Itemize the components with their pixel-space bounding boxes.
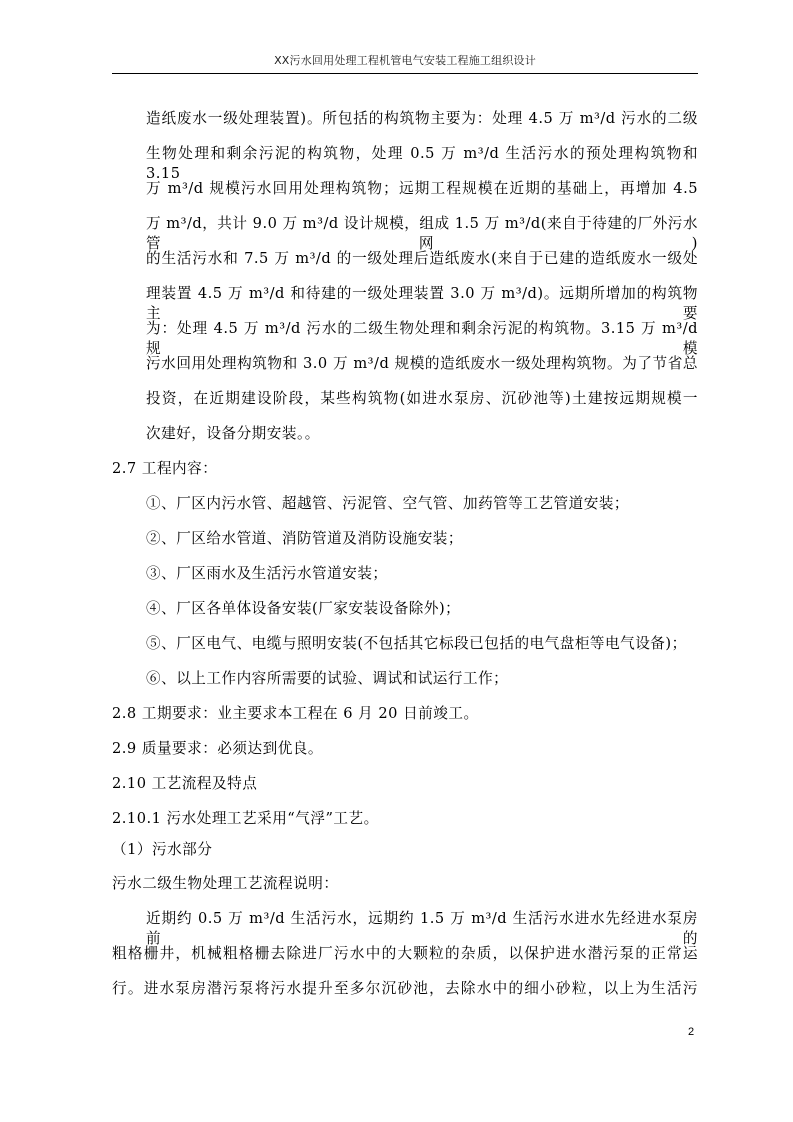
section-2-10-1: 2.10.1 污水处理工艺采用“气浮”工艺。 xyxy=(112,810,379,827)
flow-line: 近期约 0.5 万 m³/d 生活污水，远期约 1.5 万 m³/d 生活污水进水先经进水泵房前的 xyxy=(146,910,698,947)
paragraph-line: 万 m³/d 规模污水回用处理构筑物；远期工程规模在近期的基础上，再增加 4.5 xyxy=(146,180,698,197)
paragraph-line: 次建好，设备分期安装。。 xyxy=(146,425,320,442)
paragraph-line: 造纸废水一级处理装置)。所包括的构筑物主要为：处理 4.5 万 m³/d 污水的二级 xyxy=(146,110,698,127)
work-item-5: ⑤、厂区电气、电缆与照明安装(不包括其它标段已包括的电气盘柜等电气设备)； xyxy=(146,635,687,652)
paragraph-line: 生物处理和剩余污泥的构筑物，处理 0.5 万 m³/d 生活污水的预处理构筑物和 3.15 xyxy=(146,145,698,182)
work-item-2: ②、厂区给水管道、消防管道及消防设施安装； xyxy=(146,530,463,547)
work-item-3: ③、厂区雨水及生活污水管道安装； xyxy=(146,565,388,582)
paragraph-line: 污水回用处理构筑物和 3.0 万 m³/d 规模的造纸废水一级处理构筑物。为了节省总 xyxy=(146,355,698,372)
paragraph-line: 理装置 4.5 万 m³/d 和待建的一级处理装置 3.0 万 m³/d)。远期所增加的构筑物主要 xyxy=(146,285,698,322)
page-header-title: XX污水回用处理工程机管电气安装工程施工组织设计 xyxy=(274,54,536,67)
paragraph-line: 万 m³/d，共计 9.0 万 m³/d 设计规模，组成 1.5 万 m³/d(来自于待建的厂外污水管网) xyxy=(146,215,698,252)
section-2-9-quality: 2.9 质量要求：必须达到优良。 xyxy=(112,740,323,757)
section-heading-2-7: 2.7 工程内容： xyxy=(112,460,218,477)
paragraph-line: 的生活污水和 7.5 万 m³/d 的一级处理后造纸废水(来自于已建的造纸废水一级处 xyxy=(146,250,698,267)
section-heading-2-10: 2.10 工艺流程及特点 xyxy=(112,775,258,792)
work-item-1: ①、厂区内污水管、超越管、污泥管、空气管、加药管等工艺管道安装； xyxy=(146,495,630,512)
flow-line: 行。进水泵房潜污泵将污水提升至多尔沉砂池，去除水中的细小砂粒，以上为生活污 xyxy=(112,980,698,997)
flow-description-title: 污水二级生物处理工艺流程说明： xyxy=(112,875,339,892)
page-number: 2 xyxy=(688,1026,695,1038)
paragraph-line: 投资，在近期建设阶段，某些构筑物(如进水泵房、沉砂池等)土建按远期规模一 xyxy=(146,390,698,407)
flow-line: 粗格栅井，机械粗格栅去除进厂污水中的大颗粒的杂质，以保护进水潜污泵的正常运 xyxy=(112,945,698,962)
section-2-8-schedule: 2.8 工期要求：业主要求本工程在 6 月 20 日前竣工。 xyxy=(112,705,479,722)
work-item-6: ⑥、以上工作内容所需要的试验、调试和试运行工作； xyxy=(146,670,509,687)
work-item-4: ④、厂区各单体设备安装(厂家安装设备除外)； xyxy=(146,600,461,617)
subsection-sewage: （1）污水部分 xyxy=(112,841,213,858)
paragraph-line: 为：处理 4.5 万 m³/d 污水的二级生物处理和剩余污泥的构筑物。3.15 万 m³/d 规模 xyxy=(146,320,698,357)
header-divider xyxy=(112,73,698,74)
